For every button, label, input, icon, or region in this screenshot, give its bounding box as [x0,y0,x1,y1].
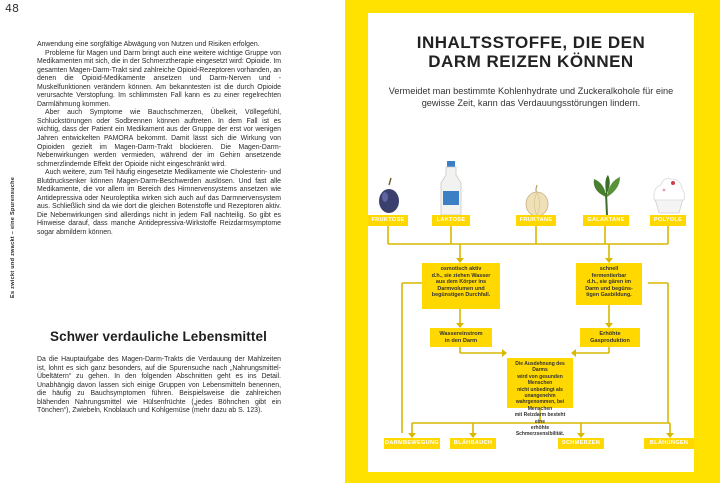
box-line: Erhöhte [599,331,621,337]
title-line: DARM REIZEN KÖNNEN [428,52,634,71]
result-box-gas [580,328,640,347]
milk-bottle-icon [439,161,463,217]
outcome-tag-darmbewegung: DARMBEWEGUNG [384,438,440,449]
paragraph: Probleme für Magen und Darm bringt auch eine weitere wichtige Gruppe von Medikamenten mit sich, die in der Schmerztherapie eingesetzt wird: Opioide. Im gesamten Magen-Darm-Trakt sind zahlreiche Opioid-Rezeptoren vorhanden, an denen die Opioid-Medikamente ansetzen und Darm-Nerven und -Muskelfunktionen verändern können. Am bekanntesten ist die durch Opioide verursachte Verstopfung. Im schlimmsten Fall kann es zu einer regelrechten Darmlähmung kommen. [37,49,281,108]
substance-tag-galaktane: GALAKTANE [583,215,629,226]
onion-icon [524,183,550,217]
effect-box-ferment [576,263,642,305]
box-line: wird von gesunden Menschen [517,373,563,387]
left-page [0,0,345,483]
box-line: osmotisch aktiv [440,266,482,272]
ice-cream-icon [649,173,689,217]
infographic-panel [368,13,694,472]
box-line: schnell [599,266,619,272]
outcome-tag-blaehungen: BLÄHUNGEN [644,438,694,449]
box-line: d.h., sie ziehen Wasser [431,272,491,279]
right-page [345,0,720,483]
box-line: tigen Gasbildung. [586,292,632,299]
outcome-tag-schmerzen: SCHMERZEN [558,438,604,449]
box-line: nicht unbedingt als unangenehm [517,386,563,400]
page-number: 48 [5,2,19,15]
box-line: in den Darm [444,337,478,344]
infographic-subtitle: Vermeidet man bestimmte Kohlenhydrate und Zuckeralkohole für eine gewisse Zeit, kann das Verdauungsstörungen lindern. [388,86,674,108]
box-line: aus dem Körper ins [435,279,487,286]
box-line: begünstigen Durchfall. [431,292,491,299]
box-line: erhöhte Schmerzsensibilität. [515,425,565,438]
paragraph: Aber auch Symptome wie Bauchschmerzen, Übelkeit, Völlegefühl, Schluckstörungen oder Sodbrennen können auftreten. In dem Fall ist es wichtig, dass der Patient ein Medikament aus der Gruppe der erst vor wenigen Jahren entwickelten PAMORA bekommt. Damit lässt sich die Wirkung von Opioiden gezielt im Magen-Darm-Trakt blockieren. Die Magen-Darm-Nebenwirkungen werden vermieden, während der im Gehirn ansetzende schmerzlindernde Effekt der Opioide nicht eingeschränkt wird. [37,109,281,168]
box-line: Darm und begüns- [585,285,633,292]
paragraph: Anwendung eine sorgfältige Abwägung von Nutzen und Risiken erfolgen. [37,41,260,48]
box-line: Wassereinstrom [439,331,483,337]
box-line: Darmvolumen und [437,285,485,292]
paragraph: Da die Hauptaufgabe des Magen-Darm-Trakts die Verdauung der Mahlzeiten ist, lohnt es sich ganz besonders, auf die Spurensuche nach „Nahrungsmittel-Übeltätern“ zu gehen. In den folgenden Abschnitten geht es ins Detail. Unabhängig davon lassen sich einige Gruppen von Lebensmitteln benennen, die häufig zu Bauchsymptomen führen. Beispielsweise die zahlreichen blähenden Nahrungsmittel wie Hülsenfrüchte („jedes Böhnchen gibt ein Tönchen“), Zwiebeln, Knoblauch und Kohlgemüse (mehr dazu ab S. 123). [37,356,281,415]
center-explanation-box [507,358,573,438]
box-line: fermentierbar [591,272,627,279]
substance-tag-fruktane: FRUKTANE [516,215,556,226]
intro-text [37,41,281,238]
plum-icon [376,177,402,215]
title-line: INHALTSSTOFFE, DIE DEN [416,33,646,52]
section-text [37,356,281,416]
substance-tag-polyole: POLYOLE [650,215,686,226]
side-running-title: Es zwickt und zwackt – eine Spurensuche [10,176,16,298]
box-line: d.h., sie gären im [586,279,632,286]
box-line: Gasproduktion [590,337,630,344]
effect-box-osmotic [422,263,500,309]
substance-tag-laktose: LAKTOSE [432,215,470,226]
outcome-tag-blaehbauch: BLÄHBAUCH [450,438,496,449]
vegetable-icon [590,175,624,215]
box-line: Die Ausdehnung des Darms [515,361,565,374]
section-heading: Schwer verdauliche Lebensmittel [50,329,267,344]
paragraph: Auch weitere, zum Teil häufig eingesetzte Medikamente wie Cholesterin- und Blutdrucksenker können Magen-Darm-Beschwerden auslösen. Und fast alle Medikamente, die vor allem im Bereich des Hirnnervensystems ansetzen wie Antidepressiva oder Neuroleptika wirken sich auch auf das Darmnervensystem aus. Schließlich sind da wie dort die gleichen Botenstoffe und Rezeptoren aktiv. Die Nebenwirkungen sind allerdings nicht in jedem Fall nachteilig. So gibt es Hinweise darauf, dass manche Antidepressiva-Wirkstoffe Reizdarmsymptome sogar abmildern können. [37,169,281,237]
substance-tag-fruktose: FRUKTOSE [368,215,408,226]
result-box-water [430,328,492,347]
box-line: mit Reizdarm besteht eine [514,412,566,425]
box-line: wahrgenommen, bei Menschen [515,399,565,412]
